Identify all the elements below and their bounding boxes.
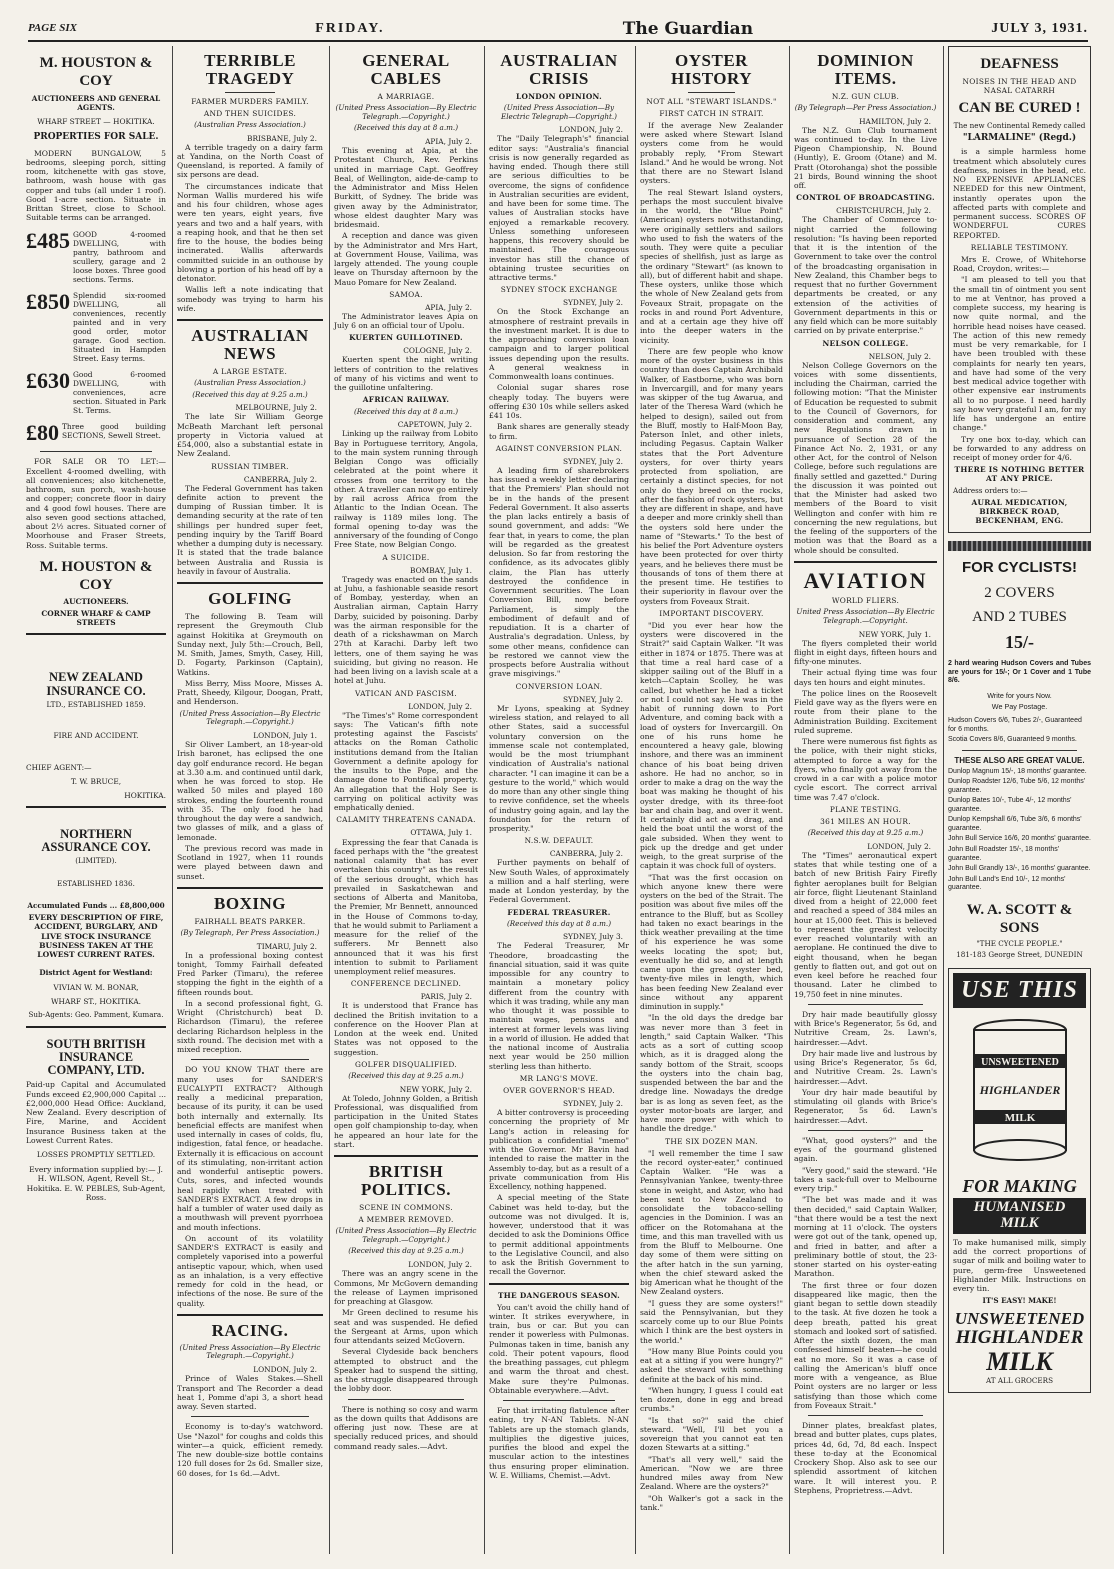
cyclists-description: 2 hard wearing Hudson Covers and Tubes are yours for 15/-; Or 1 Cover and 1 Tube 8/6. [948, 660, 1091, 685]
issue-day: FRIDAY. [315, 21, 385, 37]
article-paragraph: "Oh Walker's got a sack in the tank." [640, 1493, 783, 1512]
subhead: FARMER MURDERS FAMILY. [191, 96, 309, 106]
divider [348, 1399, 464, 1400]
tyre-item: Dunlop Kempshall 6/6, Tube 3/6, 6 months' guarantee. [948, 816, 1082, 832]
dateline: OTTAWA, July 1. [410, 828, 472, 838]
masthead [28, 18, 1088, 42]
divider [794, 561, 937, 563]
subhead: LONDON OPINION. [515, 91, 603, 101]
nz-insurance-established: LTD., ESTABLISHED 1859. [46, 699, 146, 709]
divider [503, 1400, 615, 1401]
headline-general-cables: GENERAL CABLES [362, 51, 450, 88]
dateline: SYDNEY, July 2. [562, 694, 623, 704]
agent-town: HOKITIKA. [124, 790, 166, 800]
chief-agent-label: CHIEF AGENT:— [26, 762, 92, 772]
article-paragraph: The "Times" aeronautical expert states that while testing one of a batch of new British Fairy Firefly fighter aeroplanes built for Belgian air force, flight Lieutenant Stainland dived from a height of 22,000 feet and reached a speed of 384 miles an hour at 15,000 feet. This is believed to represent the greatest velocity ever reached voluntarily with an aeroplane. He continued the dive to eight thousand, when he began gently to flatten out, and got out on even keel before he reached four thousand. Later he climbed to 19,750 feet in nine minutes. [794, 850, 937, 999]
article-paragraph: Kuerten spent the night writing letters of contrition to the relatives of many of his victims and went to the guillotine unfaltering. [334, 355, 478, 393]
dateline: CANBERRA, July 2. [549, 849, 623, 859]
milk-humanised: HUMANISED MILK [953, 1198, 1086, 1234]
hudson-covers: Hudson Covers 6/6, Tubes 2/-, Guaranteed for 6 months. [948, 717, 1082, 733]
cyclists-postage: We Pay Postage. [991, 701, 1048, 711]
price-80: £80 [26, 420, 59, 446]
milk-instructions: To make humanised milk, simply add the correct proportions of sugar of milk and boiling water to pure, germ-free Unsweetened Highlander Milk. Instructions on every tin. [953, 1237, 1086, 1293]
advert-paragraph: On account of its volatility SANDER'S EXTRACT is easily and completely vaporised into a powerful antiseptic vapour, which, when used as an inhalation, is a very effective remedy for cold in the head, or infections of the nose. Be sure of the quality. [177, 1233, 323, 1308]
dateline: LONDON, July 1. [253, 731, 317, 741]
milk-banner: USE THIS [953, 973, 1086, 1008]
article-paragraph: The Federal Government has taken definite action to prevent the dumping of Russian timber. It is demanding security at the rate of ten shillings per hundred super feet, pending inquiry by the Tariff Board whether a dumping duty is necessary. It is stated that the trade balance between Australia and Russia is heavily in favour of Australia. [177, 483, 323, 576]
credit-line: (United Press Association—By Electric Telegraph.—Copyright.) [335, 102, 477, 121]
subhead: PLANE TESTING. [829, 804, 902, 814]
dateline: SYDNEY, July 3. [562, 932, 623, 942]
south-british-name: SOUTH BRITISH INSURANCE COMPANY, LTD. [46, 1037, 146, 1078]
column-news-5 [635, 46, 787, 1554]
milk-tin-illustration [965, 1014, 1075, 1164]
subhead: A MEMBER REMOVED. [358, 1214, 454, 1224]
divider [177, 887, 323, 889]
tyre-item: John Bull Land's End 10/-, 12 months' guarantee. [948, 875, 1066, 892]
column-news-2 [172, 46, 327, 1554]
article-paragraph: "What, good oysters?" and the eyes of the gourmand glistened again. [794, 1135, 937, 1164]
article-paragraph: The "Daily Telegraph's" financial editor says: "Australia's financial crisis is now generally regarded as having ended. Though there still are serious difficulties to be overcome, the signs of confidence in Australian securities are evident, and have been for some time. The values of Australian stocks have enjoyed a remarkable recovery. Unless something unforeseen happens, this recovery should be maintained. The courageous investor has still the chance of obtaining trustee securities on attractive terms." [489, 134, 629, 283]
divider [177, 582, 323, 584]
deafness-address: AURAL MEDICATION, BIRKBECK ROAD, BECKENHAM, ENG. [971, 498, 1068, 526]
divider [26, 806, 166, 808]
divider [489, 1283, 629, 1285]
article-paragraph: There was an angry scene in the Commons, Mr McGovern demanding the release of Laymen imprisoned for preaching at Glasgow. [334, 1269, 478, 1307]
article-paragraph: Colonial sugar shares rose cheaply today. The buyers were offering £30 10s while sellers asked £41 10s. [489, 383, 629, 421]
subhead: FAIRHALL BEATS PARKER. [194, 916, 306, 926]
deafness-testimony-heading: RELIABLE TESTIMONY. [970, 242, 1069, 252]
article-paragraph: Miss Berry, Miss Moore, Misses A. Pratt, Sheedy, Kilgour, Doogan, Pratt, and Henderson. [177, 678, 323, 707]
article-paragraph: Their actual flying time was four days ten hours and eight minutes. [794, 668, 937, 687]
milk-tin-mid: HIGHLANDER [979, 1083, 1060, 1098]
properties-heading: PROPERTIES FOR SALE. [33, 131, 159, 142]
subhead: VATICAN AND FASCISM. [355, 688, 457, 698]
cyclists-covers: 2 COVERS [984, 584, 1055, 601]
headline-australian-crisis: AUSTRALIAN CRISIS [500, 51, 618, 88]
dateline: CANBERRA, July 2. [243, 474, 317, 484]
deafness-testimony: "I am pleased to tell you that the small tin of ointment you sent to me at Ventnor, has proved a complete success, my hearing is now quite normal, and the horrible head noises have ceased. The action of this new remedy must be very remarkable, for I have been troubled with these complaints for nearly ten years, and have had some of the very best medical advice together with other expensive ear instruments all to no purpose. I need hardly say how very grateful I am, for my life has undergone an entire change." [953, 275, 1086, 433]
agent-bonar-address: WHARF ST., HOKITIKA. [50, 997, 142, 1007]
dateline: TIMARU, July 2. [256, 941, 317, 951]
subhead: CONTROL OF BROADCASTING. [796, 193, 935, 203]
subhead: SCENE IN COMMONS. [359, 1202, 453, 1212]
listing-80-text: Three good building SECTIONS, Sewell Street. [62, 422, 166, 441]
subhead: 361 MILES AN HOUR. [820, 816, 911, 826]
article-paragraph: "How many Blue Points could you eat at a sitting if you were hungry?" asked the steward with something definite at the back of his mind. [640, 1346, 783, 1384]
subhead: CALAMITY THREATENS CANADA. [336, 815, 476, 825]
article-paragraph: "Did you ever hear how the oysters were discovered in the Strait?" said Captain Walker. "It was either in 1874 or 1875. There was at that time a real hard case of a skipper sailing out of the Bluff in a ketch—Captain Scolley, he was called, but whether he had a ticket or not I could not say. He was in the habit of running down to Port Adventure, and coming back with a load of oysters for Invercargill. On one of his runs home he encountered a heavy gale, blowing inshore, and there was an imminent chance of his boat being driven ashore. He had no anchor, so in order to make a drag on the way the boat was making he thought of his oyster dredge, with its three-foot bar and chain bag, and over it went. It certainly did act as a drag, and held the boat until the worst of the gale subsided. When they went to pick up the dredge and get under weigh, to the great surprise of the captain it was chock full of oysters. [640, 620, 783, 871]
advert-paragraph: DO YOU KNOW THAT there are many uses for SANDER'S EUCALYPTI EXTRACT? Although really a medicinal preparation, because of its purity, it can be used both internally and externally. Its beneficial effects are manifest when used internally in cases of colds, flu, indigestion, fatal fence, or headache. Externally it is efficacious on account of its stimulating, non-irritant action and wonderful antiseptic powers. Cuts, sores, and infected wounds heal rapidly when treated with SANDER'S EXTRACT. A few drops in half a tumbler of water used daily as a mouthwash will prevent pyorrhoea and mouth infections. [177, 1065, 323, 1232]
nz-insurance-name: NEW ZEALAND INSURANCE CO. [46, 670, 146, 698]
divider [334, 1155, 478, 1157]
article-paragraph: "Is that so?" said the chief steward. "Well, I'll bet you a sovereign that you cannot eat ten dozen Stewarts at a sitting." [640, 1415, 783, 1453]
deafness-title: DEAFNESS [980, 56, 1059, 72]
column-news-3 [329, 46, 482, 1554]
listing-80 [26, 422, 166, 444]
article-paragraph: "I guess they are some oysters!" said the Pennsylvanian, but they scarcely come up to our Blue Points which I think are the best oysters in the world." [640, 1298, 783, 1345]
advert-paragraph: There is nothing so cosy and warm as the down quilts that Addisons are offering just now. These are at specially reduced prices, and should command ready sales.—Advt. [334, 1404, 478, 1451]
deafness-description: is a simple harmless home treatment which absolutely cures deafness, noises in the head, etc. NO EXPENSIVE APPLIANCES NEEDED for this new Ointment, instantly operates upon the affected parts with complete and permanent success. SCORES OF WONDERFUL CURES REPORTED. [953, 147, 1086, 240]
subhead: MR LANG'S MOVE. [519, 1073, 599, 1083]
received-line: (Received this day at 9.25 a.m.) [192, 389, 308, 399]
subhead: FIRST CATCH IN STRAIT. [659, 108, 764, 118]
price-850: £850 [26, 288, 70, 314]
scotia-covers: Scotia Covers 8/6, Guaranteed 9 months. [948, 736, 1077, 744]
dateline: HAMILTON, July 2. [859, 116, 931, 126]
great-value-heading: THESE ALSO ARE GREAT VALUE. [954, 755, 1085, 765]
deafness-advert [948, 46, 1091, 533]
losses-settled: LOSSES PROMPTLY SETTLED. [36, 1150, 156, 1160]
listing-630-text: Good 6-roomed DWELLING, with conveniences, acre section. Situated in Park St. Terms. [73, 370, 166, 416]
listing-485 [26, 227, 166, 284]
divider [808, 1004, 923, 1005]
northern-funds: Accumulated Funds ... £8,800,000 [27, 901, 165, 911]
price-485: £485 [26, 227, 70, 253]
houston-role: AUCTIONEERS AND GENERAL AGENTS. [31, 93, 161, 112]
article-paragraph: Expressing the fear that Canada is faced perhaps with the "the greatest national calamity that has ever overtaken this country" as the result of the serious drought, which has prevailed in Saskatchewan and sections of Alberta and Manitoba, the Premier, Mr Bennett, announced in the House of Commons to-day, that he would submit to Parliament a measure for the relief of the sufferers. Mr Bennett also announced that it was his first intention to submit to Parliament unemployment relief measures. [334, 837, 478, 976]
bungalow-listing: MODERN BUNGALOW, 5 bedrooms, sleeping porch, sitting room, kitchenette with gas stove, bathroom, wash house with gas copper and tubs (all under 1 roof). Good 1-acre section. Situate in Brittan Street, close to School. Suitable terms can be arranged. [26, 148, 166, 223]
headline-british-politics: BRITISH POLITICS. [361, 1162, 451, 1199]
issue-date: JULY 3, 1931. [991, 21, 1088, 37]
newspaper-title: The Guardian [622, 18, 754, 39]
subhead: THE DANGEROUS SEASON. [497, 1290, 621, 1300]
article-paragraph: "That's all very well," said the American. "Now we are three hundred miles away from New Zealand. Where are the oysters?" [640, 1454, 783, 1492]
divider [225, 92, 275, 93]
article-paragraph: Bank shares are generally steady to firm. [489, 422, 629, 441]
column-advertisements-right [943, 46, 1095, 1554]
divider [962, 750, 1077, 751]
subhead: SAMOA. [389, 289, 423, 299]
dateline: LONDON, July 2. [253, 1365, 317, 1375]
dateline: PARIS, July 2. [420, 992, 472, 1002]
article-paragraph: "Very good," said the steward. "He takes a sack-full over to Melbourne every trip." [794, 1165, 937, 1193]
divider [808, 1415, 923, 1416]
article-paragraph: The following B. Team will represent the Greymouth Club against Hokitika at Greymouth on Sunday next, July 5th:—Crouch, Bell, M. Smith, James, Smyth, Casey, Hill, D. Fogarty, Parkinson (Captain), Watkins. [177, 612, 323, 677]
received-line: (Received this day at 9.25 a.m.) [348, 1246, 464, 1256]
article-paragraph: "That was the first occasion on which anyone knew there were oysters on the bed of the Strait. The position was about five miles off the entrance to the Bluff, but as Scolley had taken no exact bearings in the thick weather prevailing at the time of his experience he was some weeks locating the spot; but, eventually he did so, and at length came upon the great oyster bed, twenty-five miles in length, which has been feeding New Zealand ever since without any apparent diminution in supply." [640, 872, 783, 1012]
scott-firm-name: W. A. SCOTT & SONS [966, 901, 1073, 936]
article-paragraph: The N.Z. Gun Club tournament was continued to-day. In the Live Pigeon Championship, N. Bound (Huntly), E. Groom (Otane) and M. Pratt (Otorohanga) shot the possible 21 birds, Bound winning the shoot off. [794, 125, 937, 191]
dateline: APIA, July 2. [425, 137, 472, 147]
tyre-item: John Bull Service 16/6, 20 months' guarantee. [948, 835, 1091, 843]
subhead: AFRICAN RAILWAY. [362, 395, 450, 405]
subhead: A LARGE ESTATE. [212, 366, 288, 376]
listing-630 [26, 370, 166, 415]
advert-paragraph: Economy is to-day's watchword. Use "Nazol" for coughs and colds this winter—a quick, efficient remedy. The new double-size bottle contains 120 full doses for 2s 6d. Smaller size, 60 doses, for 1s 6d.—Advt. [177, 1422, 323, 1478]
advert-paragraph: Your dry hair made beautiful by stimulating oil glands with Brice's Regenerator, 5s 6d. Lawn's hairdresser.—Advt. [794, 1087, 937, 1125]
article-paragraph: The real Stewart Island oysters, perhaps the most succulent bivalve in the world, the "Blue Point" (American) oysters notwithstanding, were originally settlers and sailors who used to fish the waters of the south. They were quite a peculiar species of shellfish, just as large as the ordinary "Stewart" (as known to all), but of different habit and shape. These oysters, unlike those which the whole of New Zealand gets from Foveaux Strait, propagate on the rocks in and round Port Adventure, and at a certain age they hive off into the deeper waters in the vicinity. [640, 187, 783, 345]
credit-line: United Press Association—By Electric Telegraph.—Copyright. [796, 607, 935, 625]
article-paragraph: A leading firm of sharebrokers has issued a weekly letter declaring that the Premiers' Plan should not be in the hands of the present Federal Government. It also asserts the plan lacks entirely a basis of sound government, and adds: "We fear that, in years to come, the plan will be regarded as the greatest delusion. So far from restoring the confidence, as its advocates glibly claim, the Plan has utterly destroyed the confidence in Government securities. The Loan Conversion Bill, now before Parliament, is simply the embodiment of default and of repudiation. It is a charter of Australia's degradation. Unless, by some other means, confidence can be restored we cannot view the prospects before Australia without grave misgivings." [489, 465, 629, 679]
divider [26, 633, 166, 635]
dateline: SYDNEY, July 2. [562, 1098, 623, 1108]
article-paragraph: This evening at Apia, at the Protestant Church, Rev. Perkins united in marriage Capt. Geoffrey Beal, of Wellington, aide-de-camp to the Administrator and Miss Helen Burkitt, of Sydney. The bride was given away by the Administrator, whose eldest daughter Mary was bridesmaid. [334, 146, 478, 230]
subhead: NELSON COLLEGE. [822, 338, 909, 348]
column-advertisements-left [22, 46, 170, 1554]
received-line: (Received this day at 9.25 a.m.) [348, 1070, 464, 1080]
houston-firm-name-2: M. HOUSTON & COY [39, 558, 153, 594]
advert-paragraph: You can't avoid the chilly hand of winter. It strikes everywhere, in train, bus or car. But you can render it powerless with Pulmonas. Pulmonas taken in time, banish any cold. Their potent vapours, flood the breathing passages, cut phlegm and warm the throat and chest. Make sure they're Pulmonas. Obtainable everywhere.—Advt. [489, 1302, 629, 1395]
dateline: LONDON, July 2. [559, 125, 623, 135]
article-paragraph: Mr Lyons, speaking at Sydney wireless station, and relayed to all other States, said a successful voluntary conversion on the immense scale not contemplated, would be the most triumphant vindication of Australia's national character. "I can imagine it can be a gesture to the world," which would do more than any other single thing to revive confidence, set the wheels of industry going again, and lay the foundation for the return of prosperity." [489, 703, 629, 833]
subhead: N.S.W. DEFAULT. [524, 836, 594, 846]
advert-paragraph: Dry hair made beautifully glossy with Brice's Regenerator, 5s 6d, and Nutritive Cream, 2s. Lawn's, hairdresser.—Advt. [794, 1009, 937, 1047]
subhead: FEDERAL TREASURER. [507, 907, 611, 917]
houston-address: WHARF STREET — HOKITIKA. [37, 116, 155, 126]
article-paragraph: "When hungry, I guess I could eat ten dozen, done in egg and bread crumbs." [640, 1385, 783, 1414]
article-paragraph: A reception and dance was given by the Administrator and Mrs Hart, at Government House, Vailima, was largely attended. The young couple leave on Thursday afternoon by the Mauo Pomare for New Zealand. [334, 231, 478, 287]
column-news-6 [789, 46, 941, 1554]
article-paragraph: At Toledo, Johnny Golden, a British Professional, was disqualified from participation in the United States open golf championship to-day, when he appeared an hour late for the start. [334, 1093, 478, 1149]
milk-word: MILK [986, 1346, 1053, 1376]
article-paragraph: There were numerous fist fights as the police, with their night sticks, attempted to force a way for the flyers, who finally got away from the crowd in a car with a police motor cycle escort. The correct arrival time was 7.47 o'clock. [794, 737, 937, 802]
dateline: BRISBANE, July 2. [247, 133, 317, 143]
subhead: RUSSIAN TIMBER. [211, 461, 289, 471]
divider [177, 319, 323, 321]
credit-line: (United Press Association—By Electric Telegraph—Copyright.) [501, 102, 617, 121]
advert-paragraph: Dry hair made live and lustrous by using Brice's Regenerator, 5s 6d, and Nutritive Cream. 2s. Lawn's hairdresser.—Advt. [794, 1048, 937, 1086]
article-paragraph: Sir Oliver Lambert, an 18-year-old Irish baronet, has eclipsed the one day golf endurance record. He began at 3.30 a.m. and continued until dark, when he was forced to stop. He walked 50 miles and played 180 strokes, ending the fourteenth round with 35. The only food he had throughout the day were a sandwich, two glasses of milk, and a glass of lemonade. [177, 740, 323, 842]
dateline: CHRISTCHURCH, July 2. [836, 206, 931, 216]
northern-business: EVERY DESCRIPTION OF FIRE, ACCIDENT, BURGLARY, AND LIVE STOCK INSURANCE BUSINESS TAKEN AT THE LOWEST CURRENT RATES. [28, 913, 164, 960]
column-news-4 [484, 46, 633, 1554]
article-paragraph: "I well remember the time I saw the record oyster-eater," continued Captain Walker. "He was a Pennsylvanian Yankee, twenty-three stone in weight, and Astor, who had been sent to New Zealand to consolidate the tobacco-selling agencies in the Dominion. I was an officer on the Rotomahana at the time, and this man travelled with us from the Bluff to Melbourne. One day some of them were sitting on the after hatch in the sun yarning, when the chief steward asked the big American what he thought of the New Zealand oysters. [640, 1148, 783, 1297]
article-paragraph: The Administrator leaves Apia on July 6 on an official tour of Upolu. [334, 311, 478, 331]
tyre-item: John Bull Roadster 15/-, 18 months' guarantee. [948, 845, 1060, 862]
subhead: NOT ALL "STEWART ISLANDS." [646, 96, 777, 106]
listing-850 [26, 288, 166, 364]
article-paragraph: "In the old days the dredge bar was never more than 3 feet in length," said Captain Walker. "This acts as a sort of cutting scoop which, as it is dragged along the sandy bottom of the Strait, scoops the oysters into the chain bag, suspended between the bar and the dredge line. Nowadays the dredge bar is as long as seven feet, as the oyster motor-boats are larger, and have more power with which to handle the dredge." [640, 1013, 783, 1134]
agent-bruce: T. W. BRUCE, [70, 776, 122, 786]
houston-firm-name: M. HOUSTON & COY [39, 55, 153, 90]
dateline: BOMBAY, July 1. [410, 565, 472, 575]
south-british-capital: Paid-up Capital and Accumulated Funds exceed £2,900,000 Capital ... £2,000,000 Head Office: Auckland, New Zealand. Every description of Fire, Marine, and Accident Insurance Business taken at the Lowest Current Rates. [26, 1080, 166, 1145]
headline-racing: RACING. [211, 1320, 289, 1340]
article-paragraph: Tragedy was enacted on the sands at Juhu, a fashionable seaside resort of Bombay, yesterday, when an Australian airman, Captain Harry Darby, suicided by poisoning. Darby was the airman responsible for the death of a rickshawman on March 27th at Karachi. Darby left two letters, one of them saying he was suiciding, but giving no reason. He had been living on a lavish scale at a hotel at Juhu. [334, 574, 478, 686]
article-paragraph: The first three or four dozen disappeared like magic, then the giant began to settle down steadily to the task. At five dozen he took a deep breath, patted his great stomach and looked sort of satisfied. After the sixth dozen, the man confessed himself beaten—he could eat no more. So it was a case of calling the American's bluff once more with a vengeance, as Blue Point oysters are no larger or less satisfying than those which come from Foveaux Strait." [794, 1280, 937, 1410]
deafness-product: "LARMALINE" (Regd.) [962, 133, 1077, 144]
headline-terrible-tragedy: TERRIBLE TRAGEDY [204, 51, 296, 88]
tyre-item: Dunlop Magnum 15/-, 18 months' guarantee. [948, 767, 1087, 775]
tyre-item: Dunlop Roadster 12/6, Tube 5/6, 12 months' guarantee. [948, 778, 1086, 794]
received-line: (Received this day at 8 a.m.) [506, 918, 612, 928]
divider [26, 1026, 166, 1028]
corner-address: CORNER WHARF & CAMP STREETS [41, 609, 151, 628]
headline-oyster-history: OYSTER HISTORY [670, 51, 752, 88]
subhead: SYDNEY STOCK EXCHANGE [500, 285, 618, 295]
northern-limited: (LIMITED). [75, 855, 117, 865]
agent-bonar: VIVIAN W. M. BONAR, [53, 983, 139, 993]
subhead: CONFERENCE DECLINED. [350, 979, 462, 989]
milk-highlander: HIGHLANDER [955, 1326, 1084, 1348]
dateline: COLOGNE, July 2. [403, 346, 472, 356]
credit-line: (United Press Association—By Electric Telegraph.—Copyright.) [179, 1342, 321, 1361]
credit-line: (United Press Association—By Electric Telegraph.—Copyright.) [179, 708, 321, 727]
northern-assurance-name: NORTHERN ASSURANCE COY. [41, 826, 151, 854]
milk-for-making: FOR MAKING [962, 1176, 1077, 1197]
subhead: WORLD FLIERS. [831, 596, 900, 605]
page-number: PAGE SIX [28, 22, 78, 35]
subhead: KUERTEN GUILLOTINED. [349, 333, 463, 343]
article-paragraph: The late Sir William George McBeath Marchant left personal property in Victoria valued at £54,000, also a substantial estate in New Zealand. [177, 412, 323, 459]
milk-unsweetened: UNSWEETENED [954, 1309, 1085, 1329]
subhead: OVER GOVERNOR'S HEAD. [503, 1085, 615, 1095]
scott-address: 181-183 George Street, DUNEDIN [956, 950, 1083, 959]
cyclists-title: FOR CYCLISTS! [962, 559, 1077, 577]
divider [808, 1130, 923, 1131]
dateline: NEW YORK, July 1. [858, 629, 931, 639]
dateline: SYDNEY, July 2. [562, 298, 623, 308]
divider [688, 92, 735, 93]
dateline: APIA, July 2. [425, 302, 472, 312]
headline-aviation: AVIATION [803, 567, 928, 593]
fire-accident-label: FIRE AND ACCIDENT. [53, 731, 139, 741]
deafness-order: Try one box to-day, which can be forwarded to any address on receipt of money order for 4/6. [953, 434, 1086, 463]
divider [40, 451, 152, 452]
tyre-item: John Bull Grandly 13/-, 16 months' guarantee. [948, 865, 1091, 873]
article-paragraph: The flyers completed their world flight in eight days, fifteen hours and fifty-one minutes. [794, 638, 937, 667]
headline-dominion-items: DOMINION ITEMS. [817, 51, 914, 88]
article-paragraph: On the Stock Exchange an atmosphere of restraint prevails in the investment market. It is due to the approaching conversion loan campaign and to larger political issues depending upon the results. A general weakness in Commonwealth loans continues. [489, 307, 629, 382]
dateline: NELSON, July 2. [868, 351, 931, 361]
received-line: (Received this day at 8 a.m.) [353, 123, 459, 133]
article-paragraph: Mr Green declined to resume his seat and was suspended. He defied the Sergeant at Arms, upon which four attendants seized McGovern. [334, 1308, 478, 1346]
listing-850-text: Splendid six-roomed DWELLING, all conveniences, recently painted and in very good order, motor garage. Good section. Situated in Hampden Street. Easy terms. [73, 290, 166, 364]
subhead: GOLFER DISQUALIFIED. [355, 1059, 457, 1069]
dateline: LONDON, July 2. [408, 1260, 472, 1270]
price-630: £630 [26, 368, 70, 394]
dateline: SYDNEY, July 2. [562, 456, 623, 466]
article-paragraph: "The Times's" Rome correspondent says: The Vatican's fifth note protesting against the Fascists' attacks on the Roman Catholic institutions demand from the Italian Government a definite apology for the insults to the Pope, and the damage done to Pontifical property. An allegation that the Holy See is carrying on political activity was emphatically denied. [334, 710, 478, 813]
deafness-new-remedy: The new Continental Remedy called [953, 120, 1086, 130]
for-sale-listing: FOR SALE OR TO LET:—Excellent 4-roomed dwelling, with all conveniences; also kitchenette, bathroom, sun porch, wash-house and copper; concrete floor in dairy and 4 good fowl houses. There are also seven good sections attached, about 2½ acres. Situated corner of Moorhouse and Fraser Streets, Ross. Suitable terms. [26, 457, 166, 550]
district-agent-label: District Agent for Westland: [39, 968, 153, 978]
milk-tin-bot: MILK [1004, 1112, 1035, 1125]
deafness-subtitle: NOISES IN THE HEAD AND NASAL CATARRH [962, 77, 1077, 96]
sub-agents: Sub-Agents: Geo. Pamment, Kumara. [28, 1010, 164, 1020]
south-british-agents: Every information supplied by:— J. H. WILSON, Agent, Revell St., Hokitika. E. W. PEBLES, Sub-Agent, Ross. [26, 1165, 166, 1202]
article-paragraph: "The bet was made and it was then decided," said Captain Walker, "that there would be a test the next morning at 11 o'clock. The oysters were got out of the tank, opened up, and fried in batter, and after a preliminary bottle of stout, the 23-stoner started on his oyster-eating Marathon. [794, 1195, 937, 1279]
divider [191, 1059, 309, 1060]
advert-paragraph: For that irritating flatulence after eating, try N-AN Tablets. N-AN Tablets are up the stomach glands, multiplies the digestive juices, purifies the blood and expel the muscular action to the intestines thus ensuring proper elimination. W. E. Williams, Chemist.—Advt. [489, 1406, 629, 1480]
article-paragraph: There are few people who know more of the oyster business in this country than does Captain Archibald Walker, of Eastborne, who was born in Invercargill, and for many years was skipper of the tug Awarua, and later of the Theresa Ward (which he helped to design), sailed out from the Bluff, mostly to Half-Moon Bay, Paterson Inlet, and other inlets, including Pegasus. Captain Walker states that the Port Adventure oysters, for over thirty years protected from spoliation, are certainly a distinct species, for not only do they breed on the rocks, after the fashion of rock oysters, but they are different in shape, and have a deeper and more crinkly shell than the oysters sold here under the name of "Stewarts." To the best of his belief the Port Adventure oysters have been protected for over thirty years, and he believes there must be thousands of tons of them there at the present time. He testifies to their superiority in flavour over the oysters from Foveaux Strait. [640, 346, 783, 606]
milk-easy: IT'S EASY! MAKE! [982, 1296, 1057, 1306]
article-paragraph: A bitter controversy is proceeding concerning the propriety of Mr Lang's action in releasing for publication a confidential "memo" with the Governor. Mr Bavin had intended to raise the matter in the Assembly to-day, but as a result of a private communication from His Excellency, nothing happened. [489, 1108, 629, 1191]
subhead: AND THEN SUICIDES. [203, 108, 297, 118]
article-paragraph: If the average New Zealander were asked where Stewart Island oysters come from he would probably reply, "From Stewart Island." And he would be wrong. Not that there are no Stewart Island oysters. [640, 120, 783, 186]
deafness-address-label: Address orders to:— [953, 485, 1028, 495]
cyclists-tubes: AND 2 TUBES [972, 608, 1067, 625]
listing-485-text: GOOD 4-roomed DWELLING, with pantry, bathroom and scullery, garage and 2 loose boxes. Three good sections. Terms. [73, 229, 166, 284]
headline-australian-news: AUSTRALIAN NEWS [191, 326, 309, 363]
auctioneers-label: AUCTIONEERS. [63, 597, 129, 607]
subhead: THE SIX DOZEN MAN. [665, 1136, 758, 1146]
article-paragraph: Wallis left a note indicating that somebody was trying to harm his wife. [177, 285, 323, 313]
headline-golfing: GOLFING [208, 589, 292, 609]
article-paragraph: The previous record was made in Scotland in 1927, when 11 rounds were played between dawn and sunset. [177, 843, 323, 881]
credit-line: (United Press Association—By Electric Telegraph.—Copyright.) [335, 1225, 477, 1244]
subhead: CONVERSION LOAN. [515, 681, 603, 691]
dateline: NEW YORK, July 2. [399, 1084, 472, 1094]
subhead: A SUICIDE. [382, 552, 430, 562]
deafness-testimony-intro: Mrs E. Crowe, of Whitehorse Road, Croydon, writes:— [953, 254, 1086, 274]
deafness-nothing-better: THERE IS NOTHING BETTER AT ANY PRICE. [954, 465, 1085, 484]
scott-tagline: "THE CYCLE PEOPLE." [976, 939, 1063, 949]
article-paragraph: In a professional boxing contest tonight, Tommy Fairhall defeated Fred Parker (Timaru), the referee stopping the fight in the eighth of a fifteen rounds bout. [177, 950, 323, 997]
article-paragraph: Further payments on behalf of New South Wales, of approximately a million and a half sterling, were made at London yesterday, by the Federal Government. [489, 858, 629, 905]
headline-boxing: BOXING [214, 893, 286, 913]
dateline: LONDON, July 2. [408, 701, 472, 711]
article-paragraph: Nelson College Governors on the voices with some dissentients, including the Chairman, carried the following motion: "That the Minister of Education be requested to submit to the Council of Governors, for consideration and comment, any new Regulations drawn in pursuance of Section 28 of the Finance Act No. 2, 1931, or any other Act, for the control of Nelson College, before such regulations are finally settled and gazetted." During the discussion it was pointed out that the Minister had asked two members of the Board to visit Wellington and confer with him re concerning the new regulations, but the feeling of the supporters of the motion was that the Board as a whole should be consulted. [794, 360, 937, 555]
article-paragraph: The Chamber of Commerce to-night carried the following resolution: "Is having been reported that it is the intention of the Government to take over the control of the broadcasting organisation in New Zealand, this Chamber begs to request that no further Government departments be created, or any extension of the activities of Government departments in this or any field which can be more suitably carried on by private enterprise." [794, 215, 937, 336]
received-line: (Received this day at 8 a.m.) [353, 406, 459, 416]
ornamental-border [948, 541, 1091, 551]
credit-line: (Australian Press Association.) [194, 377, 306, 387]
subhead: IMPORTANT DISCOVERY. [659, 608, 764, 618]
highlander-milk-advert [948, 968, 1091, 1393]
divider [177, 1314, 323, 1316]
article-paragraph: The police lines on the Roosevelt Field gave way as the flyers were en route from their plane to the Administration Building. Excitement ruled supreme. [794, 688, 937, 735]
article-paragraph: Linking up the railway from Lobito Bay in Portuguese territory, Angola, to the main system running through Belgian Congo was officially celebrated at the point where it crosses from one territory to the other. A traveller can now go entirely by rail across Africa from the Atlantic to the Indian Ocean. The railway is 1189 miles long. The formal opening to-day was the anniversary of the founding of Congo Free State, now Belgian Congo. [334, 429, 478, 550]
article-paragraph: A terrible tragedy on a dairy farm at Yandina, on the North Coast of Queensland, is reported. A family of six persons are dead. [177, 142, 323, 180]
cyclists-write: Write for yours Now. [987, 690, 1052, 700]
dateline: CAPETOWN, July 2. [397, 420, 472, 430]
article-paragraph: The Federal Treasurer, Mr Theodore, broadcasting the financial situation, said it was quite impossible for any country to maintain a monetary policy different from the country with which it was trading, while any man who thought it was possible to maintain wages, pensions and interest at former levels was living in a world of illusion. He added that the national income of Australia next year would be 250 million sterling less than hitherto. [489, 941, 629, 1071]
cyclists-price: 15/- [1005, 632, 1034, 653]
article-paragraph: A special meeting of the State Cabinet was held to-day, but the outcome was not divulged. It is, however, understood that it was decided to ask the Dominions Office to permit additional appointments to the Legislative Council, and also to ask the British Government to recall the Governor. [489, 1193, 629, 1277]
article-paragraph: In a second professional fight, G. Wright (Christchurch) beat D. Richardson (Timaru), the referee declaring Richardson helpless in the sixth round. The decision met with a mixed reception. [177, 998, 323, 1055]
subhead: AGAINST CONVERSION PLAN. [495, 443, 623, 453]
credit-line: (By Telegraph, Per Press Association.) [180, 927, 320, 937]
credit-line: (By Telegraph—Per Press Association.) [794, 102, 937, 112]
milk-grocers: AT ALL GROCERS [985, 1376, 1054, 1386]
subhead: A MARRIAGE. [377, 91, 435, 101]
deafness-cured: CAN BE CURED ! [958, 100, 1081, 117]
advert-paragraph: Dinner plates, breakfast plates, bread and butter plates, cups plates, prices 4d, 6d, 7d, 8d each. Inspect these to-day at the Economical Crockery Shop. Also ask to see our splendid assortment of kitchen ware. It will interest you. P. Stephens, Proprietress.—Advt. [794, 1421, 937, 1495]
article-paragraph: The circumstances indicate that Norman Wallis murdered his wife and his four children, whose ages were ten years, eight years, five years and two and a half years, with a reaping hook, and that he then set fire to the house, the bodies being incinerated. Wallis afterwards committed suicide in an outhouse by blowing a portion of his head off by a detonator. [177, 181, 323, 284]
northern-established: ESTABLISHED 1836. [57, 878, 135, 888]
received-line: (Received this day at 9.25 a.m.) [807, 827, 924, 837]
dateline: MELBOURNE, July 2. [235, 403, 317, 413]
article-paragraph: Prince of Wales Stakes.—Shell Transport and The Recorder a dead heat 1, Pomme d'api 3, a short head away. Seven started. [177, 1374, 323, 1411]
dateline: LONDON, July 2. [867, 841, 931, 851]
milk-tin-top: UNSWEETENED [980, 1057, 1059, 1069]
subhead: N.Z. GUN CLUB. [831, 91, 900, 101]
credit-line: (Australian Press Association.) [194, 119, 306, 129]
tyre-item: Dunlop Bates 10/-, Tube 4/-, 12 months' guarantee. [948, 797, 1072, 813]
article-paragraph: Several Clydeside back benchers attempted to obstruct and the Speaker had to suspend the sitting, as the struggle disappeared through the lobby door. [334, 1347, 478, 1394]
article-paragraph: It is understood that France has declined the British invitation to a conference on the Hoover Plan at London at the week end. United States was not opposed to the suggestion. [334, 1001, 478, 1057]
divider [191, 1416, 309, 1417]
